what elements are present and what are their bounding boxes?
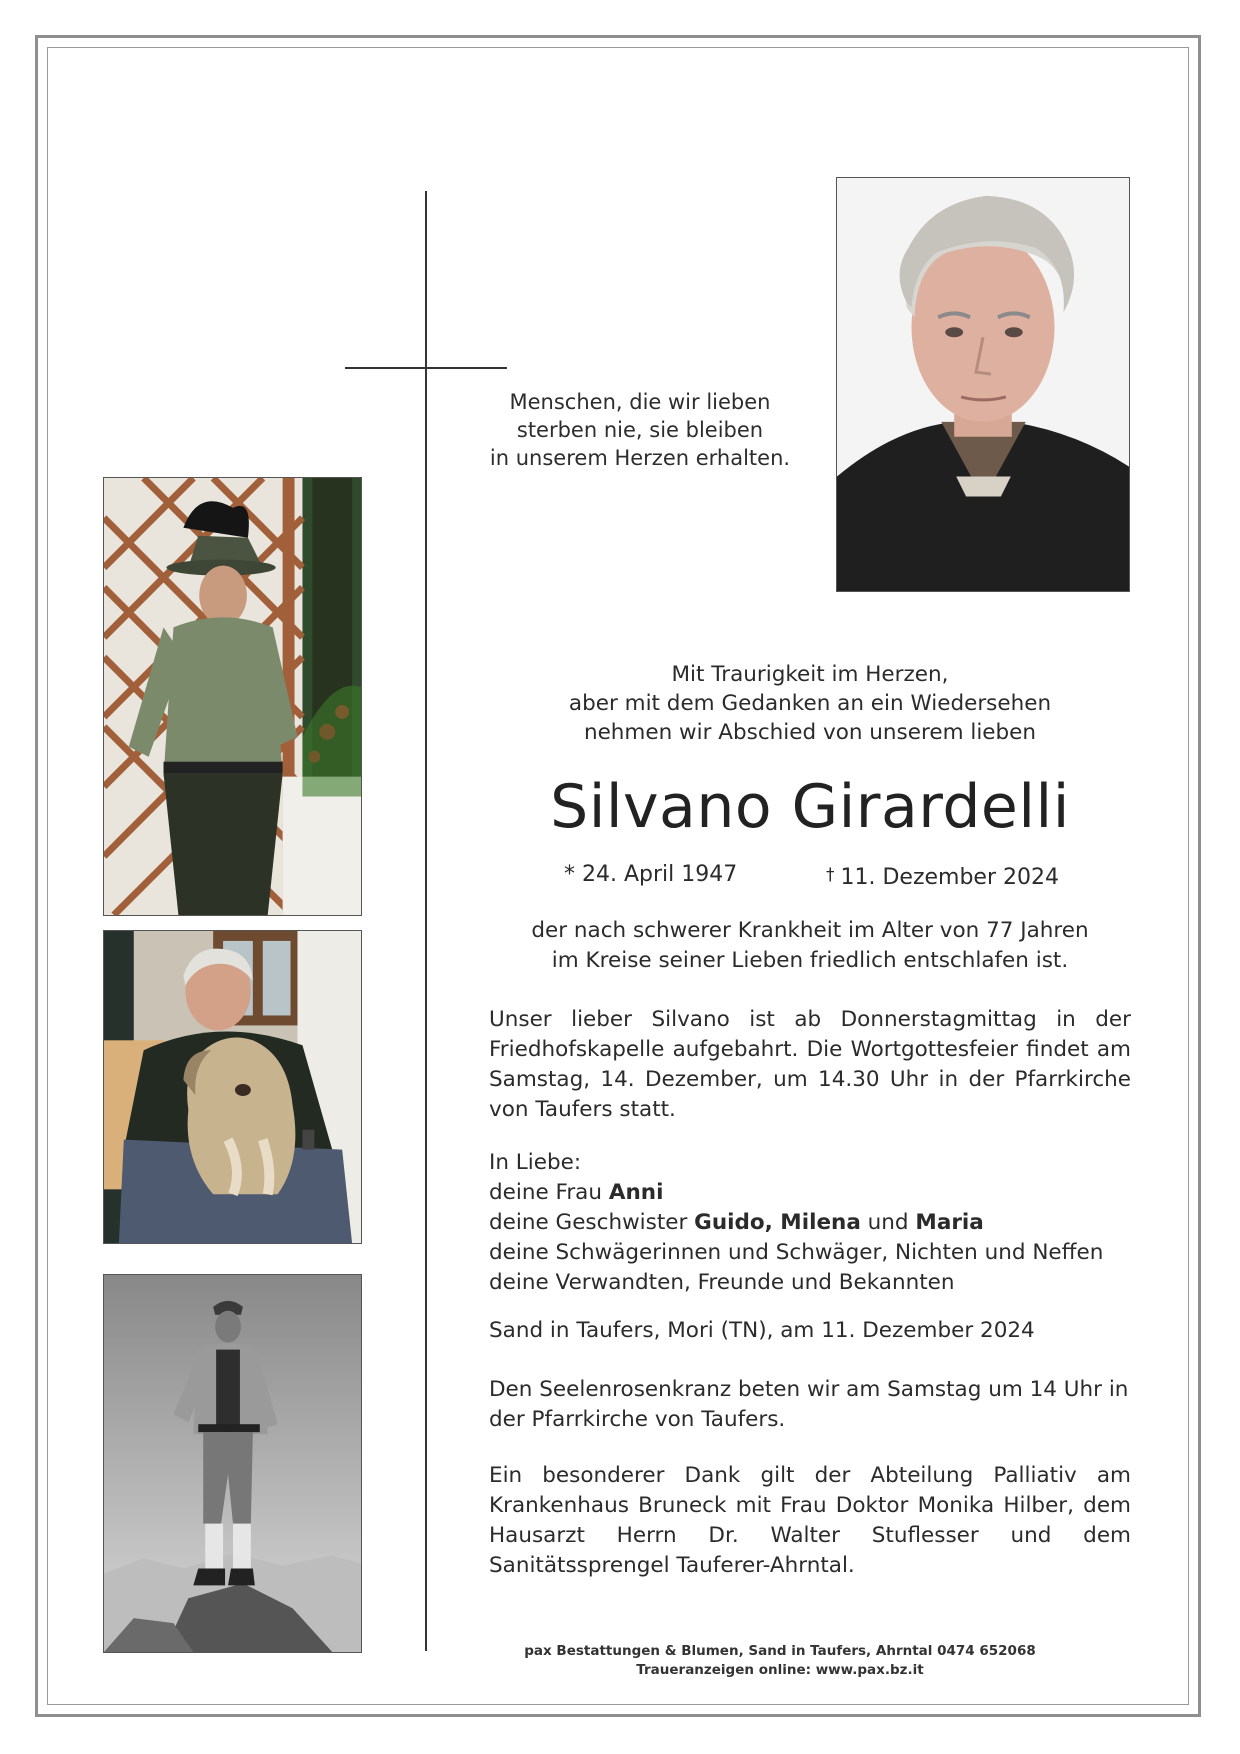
thanks-notice: Ein besonderer Dank gilt der Abteilung Palliativ am Krankenhaus Bruneck mit Frau Doktor Monika Hilber, dem Hausarzt Herrn Dr. Walter Stuflesser und dem Sanitätssprengel Tauferer-Ahrntal. xyxy=(489,1463,1131,1578)
death-note xyxy=(490,916,1130,976)
intro-text xyxy=(490,660,1130,747)
quote-line: sterben nie, sie bleiben xyxy=(516,418,764,442)
mourner-relatives: deine Verwandten, Freunde und Bekannten xyxy=(489,1270,955,1295)
death-date: 11. Dezember 2024 xyxy=(840,865,1059,890)
intro-line: Mit Traurigkeit im Herzen, xyxy=(671,662,949,687)
death-note-line: im Kreise seiner Lieben friedlich entschlafen ist. xyxy=(551,948,1069,973)
footer xyxy=(480,1642,1080,1680)
cross-horizontal-bar xyxy=(345,367,507,369)
footer-company: pax Bestattungen & Blumen, Sand in Taufers, Ahrntal 0474 652068 xyxy=(524,1643,1036,1659)
portrait-photo xyxy=(836,177,1130,592)
siblings-names: Guido, Milena xyxy=(694,1210,861,1235)
quote-line: in unserem Herzen erhalten. xyxy=(489,446,791,470)
mourners-list xyxy=(489,1148,1131,1298)
mourners-heading: In Liebe: xyxy=(489,1150,582,1175)
deceased-name: Silvano Girardelli xyxy=(550,772,1070,842)
birth-date: * 24. April 1947 xyxy=(564,862,738,887)
death-date-block xyxy=(826,860,1059,893)
mourner-siblings: deine Geschwister Guido, Milena und Maria xyxy=(489,1210,984,1235)
footer-website: Traueranzeigen online: www.pax.bz.it xyxy=(636,1662,924,1678)
death-note-line: der nach schwerer Krankheit im Alter von 77 Jahren xyxy=(531,918,1089,943)
place-and-date: Sand in Taufers, Mori (TN), am 11. Dezember 2024 xyxy=(489,1318,1035,1343)
cross-symbol-icon: † xyxy=(826,865,835,885)
cross-vertical-bar xyxy=(425,191,427,1651)
quote-line: Menschen, die wir lieben xyxy=(509,390,771,414)
photo-man-with-dog xyxy=(103,930,362,1244)
photo-hiker-mountain xyxy=(103,1274,362,1653)
mourner-wife: deine Frau Anni xyxy=(489,1180,664,1205)
intro-line: nehmen wir Abschied von unserem lieben xyxy=(583,720,1037,745)
memorial-quote xyxy=(470,388,810,472)
photo-man-with-hat xyxy=(103,477,362,916)
intro-line: aber mit dem Gedanken an ein Wiedersehen xyxy=(568,691,1052,716)
rosary-notice: Den Seelenrosenkranz beten wir am Samstag um 14 Uhr in der Pfarrkirche von Taufers. xyxy=(489,1377,1129,1432)
wake-announcement: Unser lieber Silvano ist ab Donnerstagmittag in der Friedhofskapelle aufgebahrt. Die Wortgottesfeier findet am Samstag, 14. Dezember, um 14.30 Uhr in der Pfarrkirche von Taufers statt. xyxy=(489,1007,1131,1122)
sibling-last-name: Maria xyxy=(915,1210,984,1235)
wife-name: Anni xyxy=(608,1180,664,1205)
mourner-inlaws: deine Schwägerinnen und Schwäger, Nichten und Neffen xyxy=(489,1240,1104,1265)
